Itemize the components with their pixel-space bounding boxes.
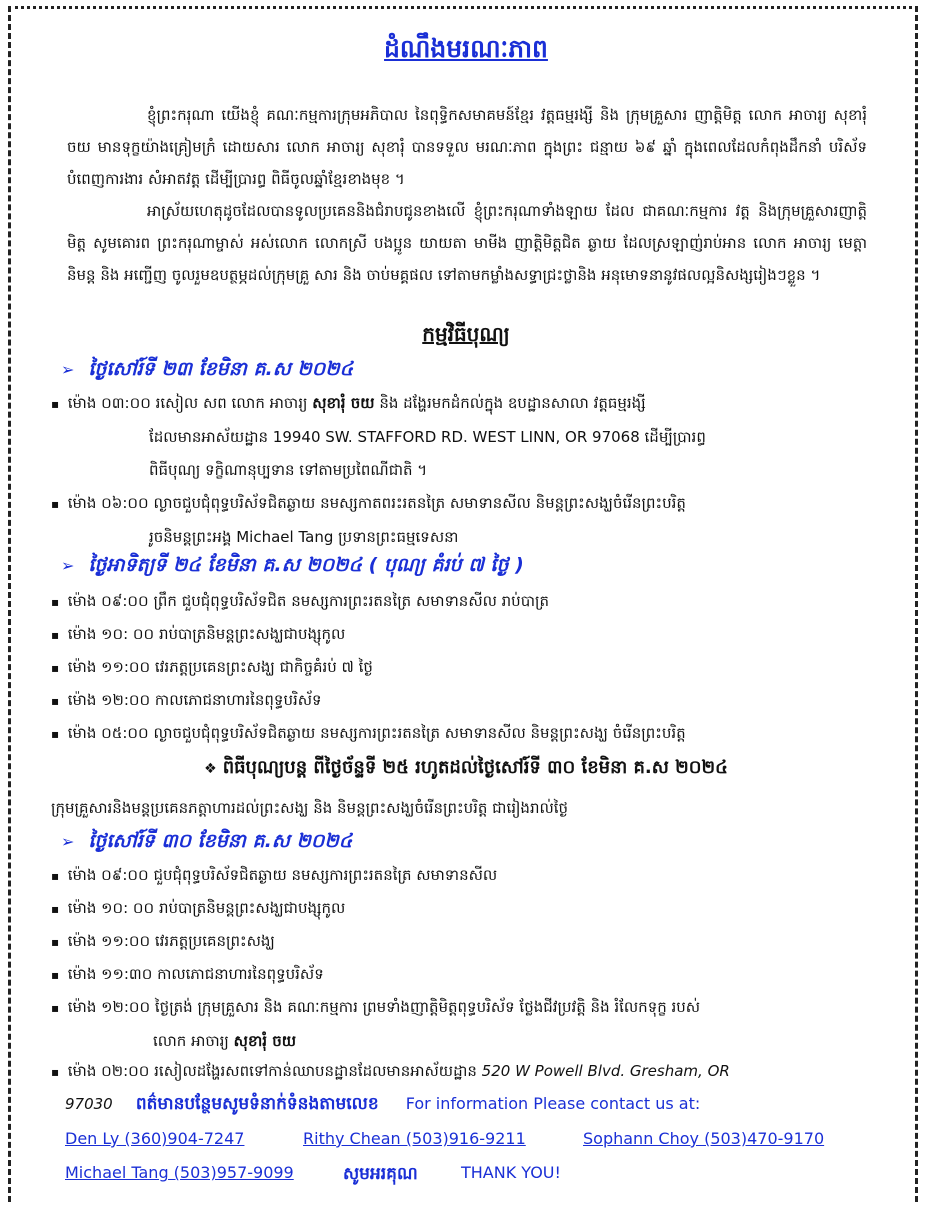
bullet-icon: ▪: [51, 935, 60, 949]
address-zip: 97030: [65, 1095, 113, 1113]
item-time: ម៉ោង ០៩:០០: [67, 592, 149, 610]
item-time: ម៉ោង ០៣:០០: [67, 394, 151, 412]
schedule-item: [51, 892, 881, 926]
contact-den-ly-link[interactable]: Den Ly (360)904-7247: [65, 1129, 245, 1148]
day-label: ថ្ងៃអាទិត្យទី ២៤ ខែមិនា គ.ស ២០២៤: [88, 554, 362, 576]
item-continuation: [51, 1025, 881, 1058]
item-continuation: ដែលមានអាស័យដ្ឋាន 19940 SW. STAFFORD RD. WEST LINN, OR 97068 ដើម្បីប្រារព្ធ: [149, 428, 706, 446]
item-time: ម៉ោង ១០: ០០: [67, 899, 155, 917]
bullet-icon: ▪: [51, 397, 60, 411]
bullet-icon: ▪: [51, 1065, 60, 1079]
day-heading-2: [61, 553, 524, 581]
schedule-item: [51, 925, 881, 959]
item-text: វេរភត្តប្រគេនព្រះសង្ឃ ជាកិច្ចគំរប់ ៧ ថ្ងៃ: [154, 658, 373, 676]
bullet-icon: ▪: [51, 661, 60, 675]
schedule-item: [51, 991, 881, 1058]
item-time: ម៉ោង ១១:០០: [67, 658, 151, 676]
bullet-icon: ▪: [51, 694, 60, 708]
item-time: ម៉ោង ១២:០០: [67, 691, 151, 709]
day-heading-1: [61, 357, 353, 385]
bullet-icon: ▪: [51, 968, 60, 982]
item-text: កាលភោជនាហារនៃពុទ្ធបរិស័ទ: [157, 965, 324, 983]
diamond-bullet-icon: ❖: [204, 761, 217, 777]
address-text: 520 W Powell Blvd. Gresham, OR: [481, 1062, 730, 1080]
item-text: រាប់បាត្រនិមន្តព្រះសង្ឃជាបង្សុកូល: [158, 625, 346, 643]
item-time: ម៉ោង ១១:៣០: [67, 965, 153, 983]
continuing-header-text: ពិធីបុណ្យបន្ត ពីថ្ងៃច័ន្ទទី ២៥ រហូតដល់ថ្ងៃសៅរ៍ទី ៣០ ខែមិនា គ.ស ២០២៤: [222, 757, 728, 778]
schedule-item: [51, 717, 881, 751]
day-heading-3: [61, 829, 352, 857]
bullet-icon: ▪: [51, 595, 60, 609]
schedule-item: [51, 684, 881, 718]
contact-heading-english: For information Please contact us at:: [405, 1094, 701, 1113]
item-text: រាប់បាត្រនិមន្តព្រះសង្ឃជាបង្សុកូល: [158, 899, 346, 917]
bullet-icon: ▪: [51, 727, 60, 741]
item-time: ម៉ោង ០៩:០០: [67, 866, 149, 884]
contact-sophann-choy-link[interactable]: Sophann Choy (503)470-9170: [583, 1129, 825, 1148]
item-continuation-2: ពិធីបុណ្យ ទក្ខិណានុប្បទាន ទៅតាមប្រពៃណីជាតិ ។: [149, 461, 428, 479]
item-time: ម៉ោង ០៥:០០: [67, 724, 149, 742]
item-text: រសៀលដង្ហែរសពទៅកាន់ឈាបនដ្ឋានដែលមានអាស័យដ្ឋាន: [154, 1062, 477, 1080]
bullet-icon: ▪: [51, 869, 60, 883]
item-text: ថ្ងៃត្រង់ ក្រុមគ្រួសារ និង គណៈកម្មការ ព្រមទាំងញាត្តិមិត្តពុទ្ធបរិស័ទ ថ្លែងជីវប្រវត្តិ និង រំលែកទុក្ខ របស់: [154, 998, 701, 1016]
schedule-item: [51, 618, 881, 652]
item-text: កាលភោជនាហារនៃពុទ្ធបរិស័ទ: [154, 691, 322, 709]
contact-michael-tang-link[interactable]: Michael Tang (503)957-9099: [65, 1163, 294, 1182]
item-text: ព្រឹក ជួបជុំពុទ្ធបរិស័ទជិត នមស្សការព្រះរតនត្រៃ សមាទានសីល រាប់បាត្រ: [153, 592, 549, 610]
item-text: វេរភត្តប្រគេនព្រះសង្ឃ: [154, 932, 275, 950]
contact-heading-khmer: ពត៌មានបន្ថែមសូមទំនាក់ទំនងតាមលេខ: [135, 1094, 379, 1114]
item-text: ជួបជុំពុទ្ធបរិស័ទជិតឆ្ងាយ នមស្សការព្រះរតនត្រៃ សមាទានសីល: [153, 866, 498, 884]
bullet-icon: ▪: [51, 1001, 60, 1015]
item-text: ល្ងាចជួបជុំពុទ្ធបរិស័ទជិតឆ្ងាយ នមស្សកាតពរះរតនត្រៃ សមាទានសីល និមន្តព្រះសង្ឃចំរើនព្រះបរិត្ត: [153, 494, 686, 512]
intro-paragraph-1: [67, 99, 867, 195]
item-time: ម៉ោង ១០: ០០: [67, 625, 155, 643]
schedule-item: [51, 487, 881, 554]
schedule-item: [51, 651, 881, 685]
continuing-event-description: ក្រុមគ្រួសារនិងមន្តប្រគេនភត្តាហារដល់ព្រះសង្ឃ និង និមន្តព្រះសង្ឃចំរើនព្រះបរិត្ត ជារៀងរាល់ថ្ងៃ: [51, 799, 569, 817]
schedule-item: [51, 585, 881, 619]
schedule-item: [51, 958, 881, 992]
contact-line-1: [51, 1093, 881, 1118]
schedule-item: [51, 1055, 881, 1089]
bullet-icon: ▪: [51, 902, 60, 916]
thanks-english: THANK YOU!: [461, 1163, 561, 1182]
contact-rithy-chean-link[interactable]: Rithy Chean (503)916-9211: [303, 1129, 526, 1148]
intro-text-1: ខ្ញុំព្រះករុណា យើងខ្ញុំ គណៈកម្មការក្រុមអភិបាល នៃពុទ្ធិកសមាគមន៍ខ្មែរ វត្តធម្មរង្សី និង ក្រុមគ្រួសារ ញាត្តិមិត្ត លោក អាចារ្យ សុខារុំ ចយ មានទុក្ខយ៉ាងគ្រៀមក្រំ ដោយសារ លោក អាចារ្យ សុខារុំ បានទទួល មរណៈភាព ក្នុងព្រះ ជន្មាយ ៦៩ ឆ្នាំ ក្នុងពេលដែលកំពុងដឹកនាំ បរិស័ទ បំពេញការងារ សំអាតវត្ត ដើម្បីប្រារព្ធ ពិធីចូលឆ្នាំខ្មែរខាងមុខ ។: [67, 106, 867, 188]
item-text: ល្ងាចជួបជុំពុទ្ធបរិស័ទជិតឆ្ងាយ នមស្សការព្រះរតនត្រៃ សមាទានសីល និមន្តព្រះសង្ឃ ចំរើនព្រះបរិត្ត: [153, 724, 686, 742]
item-time: ម៉ោង ១១:០០: [67, 932, 151, 950]
item-time: ម៉ោង ០៦:០០: [67, 494, 149, 512]
bullet-icon: ▪: [51, 628, 60, 642]
arrow-icon: ➢: [61, 360, 75, 379]
item-continuation-text: លោក អាចារ្យ: [153, 1032, 229, 1050]
intro-text-2: អាស្រ័យហេតុដូចដែលបានទូលប្រគេននិងជំរាបជូនខាងលើ ខ្ញុំព្រះករុណាទាំងឡាយ ដែល ជាគណៈកម្មការ វត្ត និងក្រុមគ្រួសារញាត្តិមិត្ត សូមគោរព ព្រះករុណាម្ចាស់ អស់លោក លោកស្រី បងប្អូន យាយតា មាមីង ញាត្តិមិត្តជិត ឆ្ងាយ ដែលស្រឡាញ់រាប់អាន លោក អាចារ្យ មេត្តា និមន្ត និង អញ្ជើញ ចូលរួមឧបត្ថម្ភដល់ក្រុមគ្រួ សារ និង ចាប់មគ្គផល ទៅតាមកម្លាំងសទ្ធាជ្រះថ្លានិង អនុមោទនានូវផលល្អនិសង្សរៀងៗខ្លួន ។: [67, 202, 867, 284]
bullet-icon: ▪: [51, 497, 60, 511]
thanks-khmer: សូមអរគុណ: [343, 1164, 418, 1184]
program-title: កម្មវិធីបុណ្យ: [422, 322, 510, 346]
arrow-icon: ➢: [61, 556, 75, 575]
item-name: សុខារុំ ចយ: [312, 394, 375, 412]
item-name: សុខារុំ ចយ: [233, 1032, 297, 1050]
arrow-icon: ➢: [61, 832, 75, 851]
schedule-item: [51, 859, 881, 893]
item-text-2: និង ដង្ហែរមកដំកល់ក្នុង ឧបដ្ឋានសាលា វត្តធម្មរង្សី: [379, 394, 646, 412]
item-time: ម៉ោង ១២:០០: [67, 998, 151, 1016]
schedule-item: [51, 387, 881, 487]
day-label: ថ្ងៃសៅរ៍ទី ២៣ ខែមិនា គ.ស ២០២៤: [88, 358, 354, 380]
document-page: [8, 6, 918, 1202]
day-label: ថ្ងៃសៅរ៍ទី ៣០ ខែមិនា គ.ស ២០២៤: [88, 830, 353, 852]
item-text: រសៀល សព លោក អាចារ្យ: [155, 394, 308, 412]
continuing-event-header: [51, 755, 881, 782]
item-time: ម៉ោង ០២:០០: [67, 1062, 150, 1080]
day-label-suffix: ( បុណ្យ គំរប់ ៧ ថ្ងៃ ): [368, 554, 524, 576]
page-title: ដំណឹងមរណៈភាព: [384, 34, 548, 63]
item-continuation: រូចនិមន្តព្រះអង្គ Michael Tang ប្រទានព្រះធម្មទេសនា: [149, 528, 459, 546]
intro-paragraph-2: [67, 195, 867, 291]
